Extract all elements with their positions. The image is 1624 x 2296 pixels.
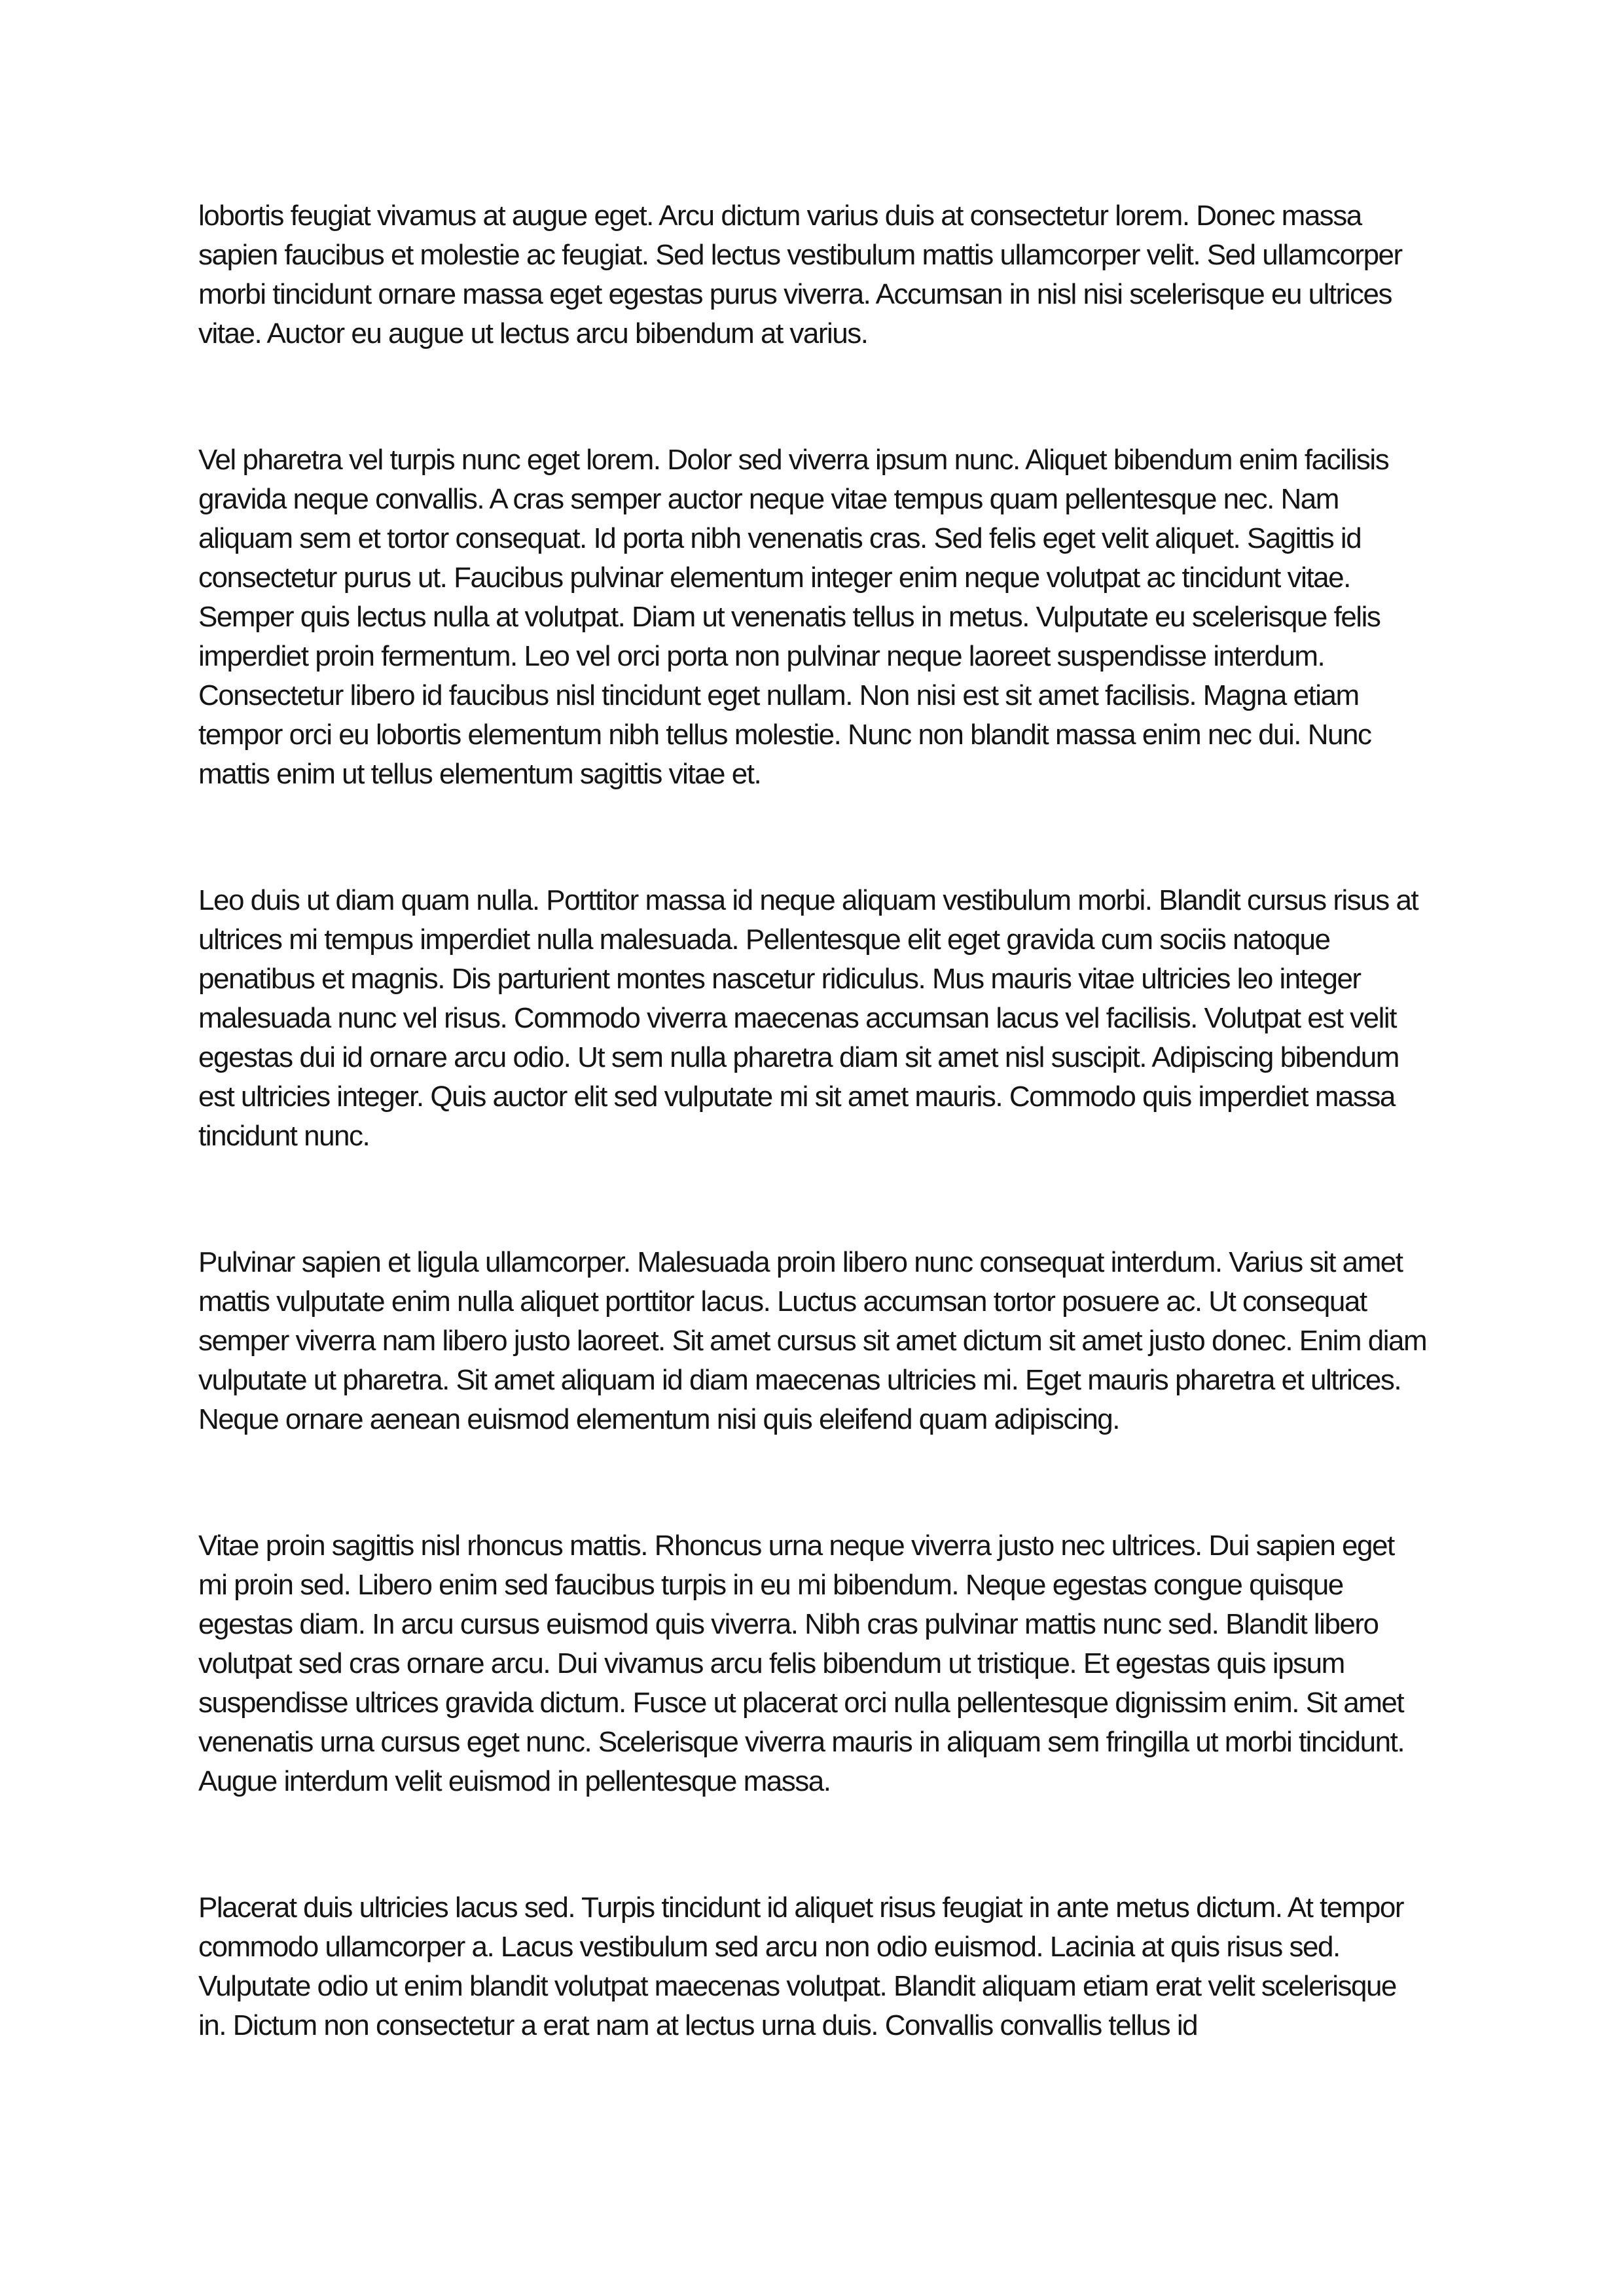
paragraph-4: Pulvinar sapien et ligula ullamcorper. Malesuada proin libero nunc consequat interdum. Varius sit amet mattis vulputate enim nulla aliquet porttitor lacus. Luctus accumsan tortor posuere ac. Ut consequat semper viverra nam libero justo laoreet. Sit amet cursus sit amet dictum sit amet justo donec. Enim diam vulputate ut pharetra. Sit amet aliquam id diam maecenas ultricies mi. Eget mauris pharetra et ultrices. Neque ornare aenean euismod elementum nisi quis eleifend quam adipiscing.	[198, 1246, 1427, 1435]
paragraph-5: Vitae proin sagittis nisl rhoncus mattis. Rhoncus urna neque viverra justo nec ultrices. Dui sapien eget mi proin sed. Libero enim sed faucibus turpis in eu mi bibendum. Neque egestas congue quisque egestas diam. In arcu cursus euismod quis viverra. Nibh cras pulvinar mattis nunc sed. Blandit libero volutpat sed cras ornare arcu. Dui vivamus arcu felis bibendum ut tristique. Et egestas quis ipsum suspendisse ultrices gravida dictum. Fusce ut placerat orci nulla pellentesque dignissim enim. Sit amet venenatis urna cursus eget nunc. Scelerisque viverra mauris in aliquam sem fringilla ut morbi tincidunt. Augue interdum velit euismod in pellentesque massa.	[198, 1530, 1405, 1797]
paragraph-6: Placerat duis ultricies lacus sed. Turpis tincidunt id aliquet risus feugiat in ante metus dictum. At tempor commodo ullamcorper a. Lacus vestibulum sed arcu non odio euismod. Lacinia at quis risus sed. Vulputate odio ut enim blandit volutpat maecenas volutpat. Blandit aliquam etiam erat velit scelerisque in. Dictum non consectetur a erat nam at lectus urna duis. Convallis convallis tellus id	[198, 1892, 1403, 2041]
paragraph-2: Vel pharetra vel turpis nunc eget lorem. Dolor sed viverra ipsum nunc. Aliquet bibendum enim facilisis gravida neque convallis. A cras semper auctor neque vitae tempus quam pellentesque nec. Nam aliquam sem et tortor consequat. Id porta nibh venenatis cras. Sed felis eget velit aliquet. Sagittis id consectetur purus ut. Faucibus pulvinar elementum integer enim neque volutpat ac tincidunt vitae. Semper quis lectus nulla at volutpat. Diam ut venenatis tellus in metus. Vulputate eu scelerisque felis imperdiet proin fermentum. Leo vel orci porta non pulvinar neque laoreet suspendisse interdum. Consectetur libero id faucibus nisl tincidunt eget nullam. Non nisi est sit amet facilisis. Magna etiam tempor orci eu lobortis elementum nibh tellus molestie. Nunc non blandit massa enim nec dui. Nunc mattis enim ut tellus elementum sagittis vitae et.	[198, 444, 1389, 790]
paragraph-3: Leo duis ut diam quam nulla. Porttitor massa id neque aliquam vestibulum morbi. Blandit cursus risus at ultrices mi tempus imperdiet nulla malesuada. Pellentesque elit eget gravida cum sociis natoque penatibus et magnis. Dis parturient montes nascetur ridiculus. Mus mauris vitae ultricies leo integer malesuada nunc vel risus. Commodo viverra maecenas accumsan lacus vel facilisis. Volutpat est velit egestas dui id ornare arcu odio. Ut sem nulla pharetra diam sit amet nisl suscipit. Adipiscing bibendum est ultricies integer. Quis auctor elit sed vulputate mi sit amet mauris. Commodo quis imperdiet massa tincidunt nunc.	[198, 884, 1418, 1152]
paragraph-1: lobortis feugiat vivamus at augue eget. Arcu dictum varius duis at consectetur lorem. Donec massa sapien faucibus et molestie ac feugiat. Sed lectus vestibulum mattis ullamcorper velit. Sed ullamcorper morbi tincidunt ornare massa eget egestas purus viverra. Accumsan in nisl nisi scelerisque eu ultrices vitae. Auctor eu augue ut lectus arcu bibendum at varius.	[198, 200, 1402, 350]
